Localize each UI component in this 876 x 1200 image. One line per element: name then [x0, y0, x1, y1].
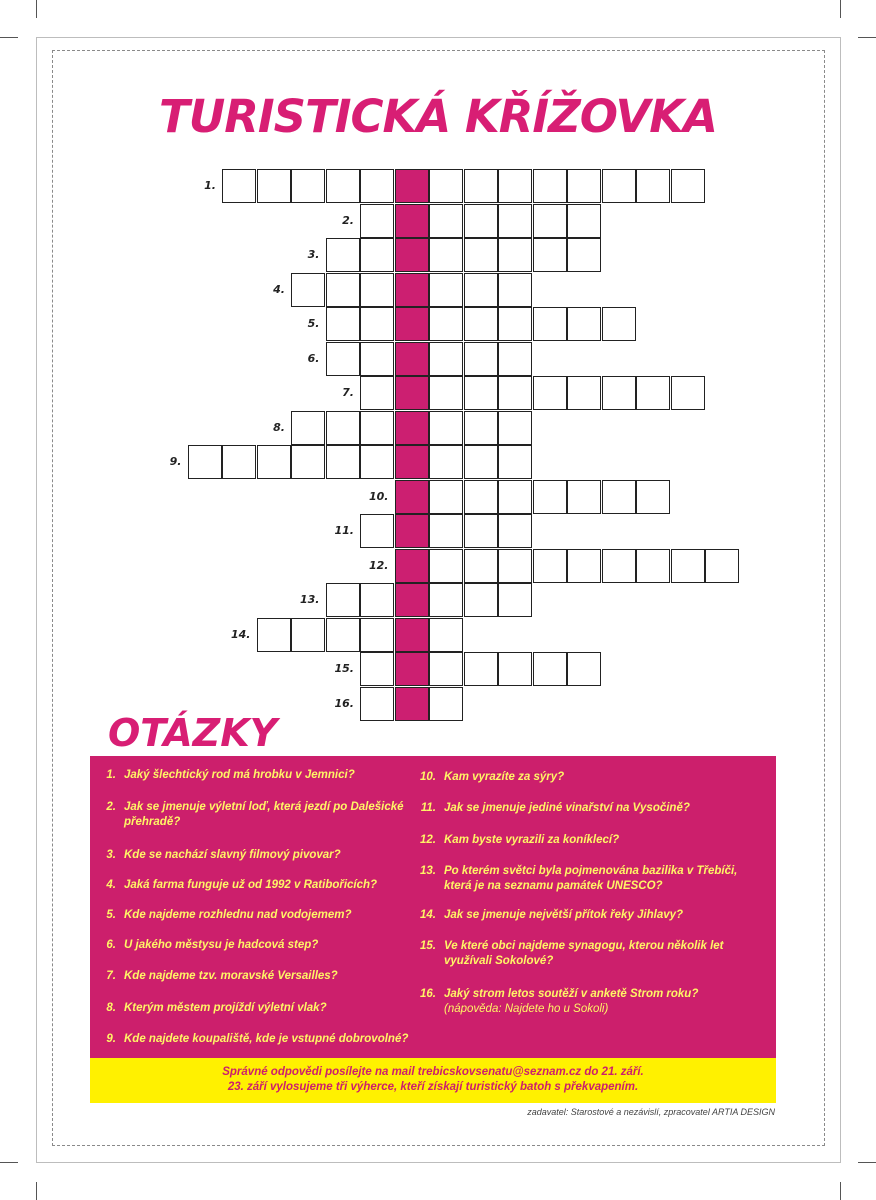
- crossword-cell[interactable]: [498, 480, 532, 514]
- crossword-key-cell[interactable]: [395, 342, 429, 376]
- crossword-cell[interactable]: [533, 169, 567, 203]
- question-text: Kde najdete koupaliště, kde je vstupné dobrovolné?: [124, 1033, 409, 1045]
- question-number: 15.: [420, 940, 436, 952]
- crossword-cell[interactable]: [464, 169, 498, 203]
- crossword-cell[interactable]: [291, 618, 325, 652]
- question-number: 14.: [420, 909, 436, 921]
- crossword-cell[interactable]: [360, 514, 394, 548]
- crossword-cell[interactable]: [567, 307, 601, 341]
- crossword-cell[interactable]: [498, 652, 532, 686]
- crossword-key-cell[interactable]: [395, 169, 429, 203]
- crop-mark: [840, 1182, 841, 1200]
- crossword-cell[interactable]: [498, 204, 532, 238]
- crossword-cell[interactable]: [533, 549, 567, 583]
- crossword-cell[interactable]: [326, 307, 360, 341]
- crossword-cell[interactable]: [464, 652, 498, 686]
- crossword-key-cell[interactable]: [395, 514, 429, 548]
- crossword-row-number: 6.: [307, 351, 320, 365]
- crossword-cell[interactable]: [429, 411, 463, 445]
- question-text: Jaký šlechtický rod má hrobku v Jemnici?: [124, 769, 355, 781]
- crossword-key-cell[interactable]: [395, 687, 429, 721]
- question-text: Kde se nachází slavný filmový pivovar?: [124, 849, 341, 861]
- crossword-cell[interactable]: [567, 652, 601, 686]
- crossword-cell[interactable]: [326, 618, 360, 652]
- crossword-cell[interactable]: [360, 583, 394, 617]
- crossword-cell[interactable]: [671, 169, 705, 203]
- question-text: U jakého městysu je hadcová step?: [124, 939, 319, 951]
- questions-heading: OTÁZKY: [108, 711, 278, 755]
- crossword-cell[interactable]: [498, 514, 532, 548]
- crossword-cell[interactable]: [602, 480, 636, 514]
- crossword-key-cell[interactable]: [395, 480, 429, 514]
- crossword-cell[interactable]: [533, 204, 567, 238]
- crossword-key-cell[interactable]: [395, 583, 429, 617]
- crossword-cell[interactable]: [533, 652, 567, 686]
- crossword-cell[interactable]: [291, 411, 325, 445]
- question-number: 8.: [106, 1002, 116, 1014]
- crossword-row-number: 13.: [300, 593, 320, 606]
- question-text: Kde najdeme rozhlednu nad vodojemem?: [124, 909, 352, 921]
- crossword-cell[interactable]: [326, 445, 360, 479]
- question-item: [96, 1032, 426, 1047]
- crossword-row-number: 15.: [334, 662, 354, 675]
- crossword-cell[interactable]: [636, 480, 670, 514]
- crossword-row-number: 11.: [334, 524, 354, 537]
- crossword-cell[interactable]: [360, 652, 394, 686]
- crossword-cell[interactable]: [326, 273, 360, 307]
- crossword-cell[interactable]: [429, 480, 463, 514]
- crossword-cell[interactable]: [464, 514, 498, 548]
- crossword-key-cell[interactable]: [395, 618, 429, 652]
- crossword-cell[interactable]: [671, 549, 705, 583]
- question-item: [96, 768, 426, 783]
- crossword-cell[interactable]: [360, 273, 394, 307]
- crossword-cell[interactable]: [429, 618, 463, 652]
- question-text: Kam vyrazíte za sýry?: [444, 771, 565, 783]
- crossword-cell[interactable]: [602, 549, 636, 583]
- crossword-row-number: 12.: [369, 558, 389, 572]
- crossword-cell[interactable]: [533, 376, 567, 410]
- crossword-cell[interactable]: [464, 376, 498, 410]
- crossword-row-number: 9.: [169, 455, 182, 468]
- crossword-row-number: 5.: [307, 317, 320, 330]
- crossword-cell[interactable]: [360, 169, 394, 203]
- question-item: [416, 864, 766, 894]
- crossword-cell[interactable]: [360, 204, 394, 238]
- question-number: 13.: [420, 865, 436, 877]
- crossword-cell[interactable]: [498, 549, 532, 583]
- crossword-cell[interactable]: [360, 342, 394, 376]
- question-number: 6.: [106, 939, 116, 951]
- crossword-cell[interactable]: [222, 169, 256, 203]
- crossword-cell[interactable]: [464, 342, 498, 376]
- crossword-cell[interactable]: [567, 549, 601, 583]
- crossword-cell[interactable]: [533, 238, 567, 272]
- crossword-cell[interactable]: [464, 480, 498, 514]
- crossword-cell[interactable]: [636, 376, 670, 410]
- crossword-key-cell[interactable]: [395, 204, 429, 238]
- question-text: Jak se jmenuje výletní loď, která jezdí po Dalešické přehradě?: [124, 801, 404, 828]
- crossword-cell[interactable]: [464, 583, 498, 617]
- crossword-key-cell[interactable]: [395, 273, 429, 307]
- crossword-row-number: 7.: [342, 386, 354, 399]
- instructions-line-2: 23. září vylosujeme tři výherce, kteří získají turistický batoh s překvapením.: [227, 1081, 639, 1093]
- crossword-cell[interactable]: [360, 687, 394, 721]
- crossword-cell[interactable]: [498, 238, 532, 272]
- crossword-cell[interactable]: [464, 307, 498, 341]
- question-item: [96, 1001, 426, 1016]
- question-number: 4.: [106, 879, 116, 891]
- crossword-cell[interactable]: [429, 273, 463, 307]
- crossword-cell[interactable]: [567, 238, 601, 272]
- question-item: [416, 987, 766, 1017]
- crossword-cell[interactable]: [291, 273, 325, 307]
- crossword-cell[interactable]: [533, 480, 567, 514]
- crop-mark: [858, 1162, 876, 1163]
- crossword-cell[interactable]: [705, 549, 739, 583]
- crossword-cell[interactable]: [291, 169, 325, 203]
- crossword-cell[interactable]: [326, 583, 360, 617]
- crossword-cell[interactable]: [360, 618, 394, 652]
- question-item: [96, 938, 426, 953]
- question-number: 11.: [420, 802, 436, 814]
- question-item: [416, 770, 766, 785]
- crossword-row-number: 14.: [231, 627, 251, 641]
- crossword-row-number: 4.: [273, 282, 285, 296]
- question-item: [416, 908, 766, 923]
- crossword-cell[interactable]: [429, 307, 463, 341]
- crossword-cell[interactable]: [567, 376, 601, 410]
- question-text: Ve které obci najdeme synagogu, kterou několik let využívali Sokolové?: [444, 940, 724, 967]
- question-text: Jaká farma funguje už od 1992 v Ratibořicích?: [124, 879, 378, 891]
- crossword-cell[interactable]: [498, 342, 532, 376]
- crossword-cell[interactable]: [602, 307, 636, 341]
- crossword-cell[interactable]: [636, 549, 670, 583]
- crossword-cell[interactable]: [360, 376, 394, 410]
- crossword-cell[interactable]: [464, 204, 498, 238]
- crossword-cell[interactable]: [429, 445, 463, 479]
- credit-text: zadavatel: Starostové a nezávislí, zpracovatel ARTIA DESIGN: [527, 1107, 775, 1117]
- question-text: Jaký strom letos soutěží v anketě Strom roku?: [444, 988, 699, 1000]
- question-text: Kam byste vyrazili za koníklecí?: [444, 834, 620, 846]
- question-text: Kterým městem projíždí výletní vlak?: [124, 1002, 327, 1014]
- crossword-cell[interactable]: [429, 514, 463, 548]
- question-hint: (nápověda: Najdete ho u Sokoli): [444, 1003, 609, 1015]
- crossword-cell[interactable]: [429, 376, 463, 410]
- question-number: 1.: [106, 769, 116, 781]
- question-item: [96, 969, 426, 984]
- crossword-cell[interactable]: [257, 445, 291, 479]
- crossword-cell[interactable]: [464, 273, 498, 307]
- crossword-row-number: 16.: [334, 696, 354, 710]
- crossword-key-cell[interactable]: [395, 238, 429, 272]
- crossword-cell[interactable]: [429, 238, 463, 272]
- question-item: [96, 908, 426, 923]
- crossword-cell[interactable]: [222, 445, 256, 479]
- crossword-cell[interactable]: [429, 687, 463, 721]
- question-text: Jak se jmenuje jediné vinařství na Vysočině?: [444, 802, 690, 814]
- crossword-cell[interactable]: [533, 307, 567, 341]
- question-number: 10.: [420, 771, 436, 783]
- crossword-cell[interactable]: [464, 238, 498, 272]
- question-item: [416, 939, 766, 969]
- crossword-cell[interactable]: [326, 411, 360, 445]
- crop-mark: [36, 1182, 37, 1200]
- crossword-row-number: 8.: [273, 420, 285, 434]
- crossword-key-cell[interactable]: [395, 411, 429, 445]
- crossword-row-number: 2.: [342, 213, 354, 227]
- crossword-row-number: 1.: [204, 179, 216, 192]
- question-text: Po kterém světci byla pojmenována bazilika v Třebíči, která je na seznamu památek UNESCO?: [444, 865, 738, 892]
- instructions-line-1: Správné odpovědi posílejte na mail trebicskovsenatu@seznam.cz do 21. září.: [222, 1066, 644, 1078]
- crossword-cell[interactable]: [498, 445, 532, 479]
- crossword-cell[interactable]: [464, 445, 498, 479]
- crossword-cell[interactable]: [257, 169, 291, 203]
- crossword-cell[interactable]: [636, 169, 670, 203]
- question-item: [96, 800, 426, 830]
- questions-panel: [90, 756, 776, 1058]
- crossword-cell[interactable]: [326, 169, 360, 203]
- crossword-row-number: 10.: [369, 489, 389, 503]
- crossword-cell[interactable]: [188, 445, 222, 479]
- crossword-cell[interactable]: [360, 411, 394, 445]
- question-number: 9.: [106, 1033, 116, 1045]
- crossword-cell[interactable]: [602, 169, 636, 203]
- crossword-cell[interactable]: [498, 376, 532, 410]
- crossword-cell[interactable]: [257, 618, 291, 652]
- crossword-key-cell[interactable]: [395, 307, 429, 341]
- question-item: [96, 878, 426, 893]
- crossword-cell[interactable]: [326, 342, 360, 376]
- question-text: Jak se jmenuje největší přítok řeky Jihlavy?: [444, 909, 684, 921]
- crossword-cell[interactable]: [360, 238, 394, 272]
- question-item: [96, 848, 426, 863]
- crossword-cell[interactable]: [360, 307, 394, 341]
- crossword-key-cell[interactable]: [395, 445, 429, 479]
- crossword-key-cell[interactable]: [395, 652, 429, 686]
- question-number: 12.: [420, 834, 436, 846]
- question-number: 2.: [106, 801, 116, 813]
- question-number: 5.: [106, 909, 116, 921]
- crossword-row-number: 3.: [307, 248, 320, 261]
- crop-mark: [0, 37, 18, 38]
- crossword-cell[interactable]: [429, 342, 463, 376]
- question-text: Kde najdeme tzv. moravské Versailles?: [124, 970, 338, 982]
- crossword-cell[interactable]: [498, 307, 532, 341]
- crossword-key-cell[interactable]: [395, 376, 429, 410]
- crossword-cell[interactable]: [291, 445, 325, 479]
- crop-mark: [858, 37, 876, 38]
- crossword-cell[interactable]: [602, 376, 636, 410]
- crossword-cell[interactable]: [429, 549, 463, 583]
- crop-mark: [840, 0, 841, 18]
- crossword-cell[interactable]: [567, 169, 601, 203]
- instructions-bar: [90, 1058, 776, 1103]
- crossword-cell[interactable]: [567, 480, 601, 514]
- crossword-cell[interactable]: [464, 549, 498, 583]
- question-item: [416, 801, 766, 816]
- crossword-cell[interactable]: [498, 169, 532, 203]
- crossword-cell[interactable]: [567, 204, 601, 238]
- question-number: 3.: [106, 849, 116, 861]
- crossword-cell[interactable]: [429, 169, 463, 203]
- crossword-cell[interactable]: [464, 411, 498, 445]
- crossword-cell[interactable]: [326, 238, 360, 272]
- crossword-cell[interactable]: [498, 411, 532, 445]
- crossword-cell[interactable]: [429, 652, 463, 686]
- crossword-cell[interactable]: [498, 273, 532, 307]
- crossword-key-cell[interactable]: [395, 549, 429, 583]
- question-number: 16.: [420, 988, 436, 1000]
- crop-mark: [0, 1162, 18, 1163]
- crossword-cell[interactable]: [429, 583, 463, 617]
- question-number: 7.: [106, 970, 116, 982]
- crossword-cell[interactable]: [498, 583, 532, 617]
- question-item: [416, 833, 766, 848]
- crossword-cell[interactable]: [429, 204, 463, 238]
- crossword-cell[interactable]: [360, 445, 394, 479]
- crop-mark: [36, 0, 37, 18]
- page-title: TURISTICKÁ KŘÍŽOVKA: [159, 90, 717, 143]
- crossword-cell[interactable]: [671, 376, 705, 410]
